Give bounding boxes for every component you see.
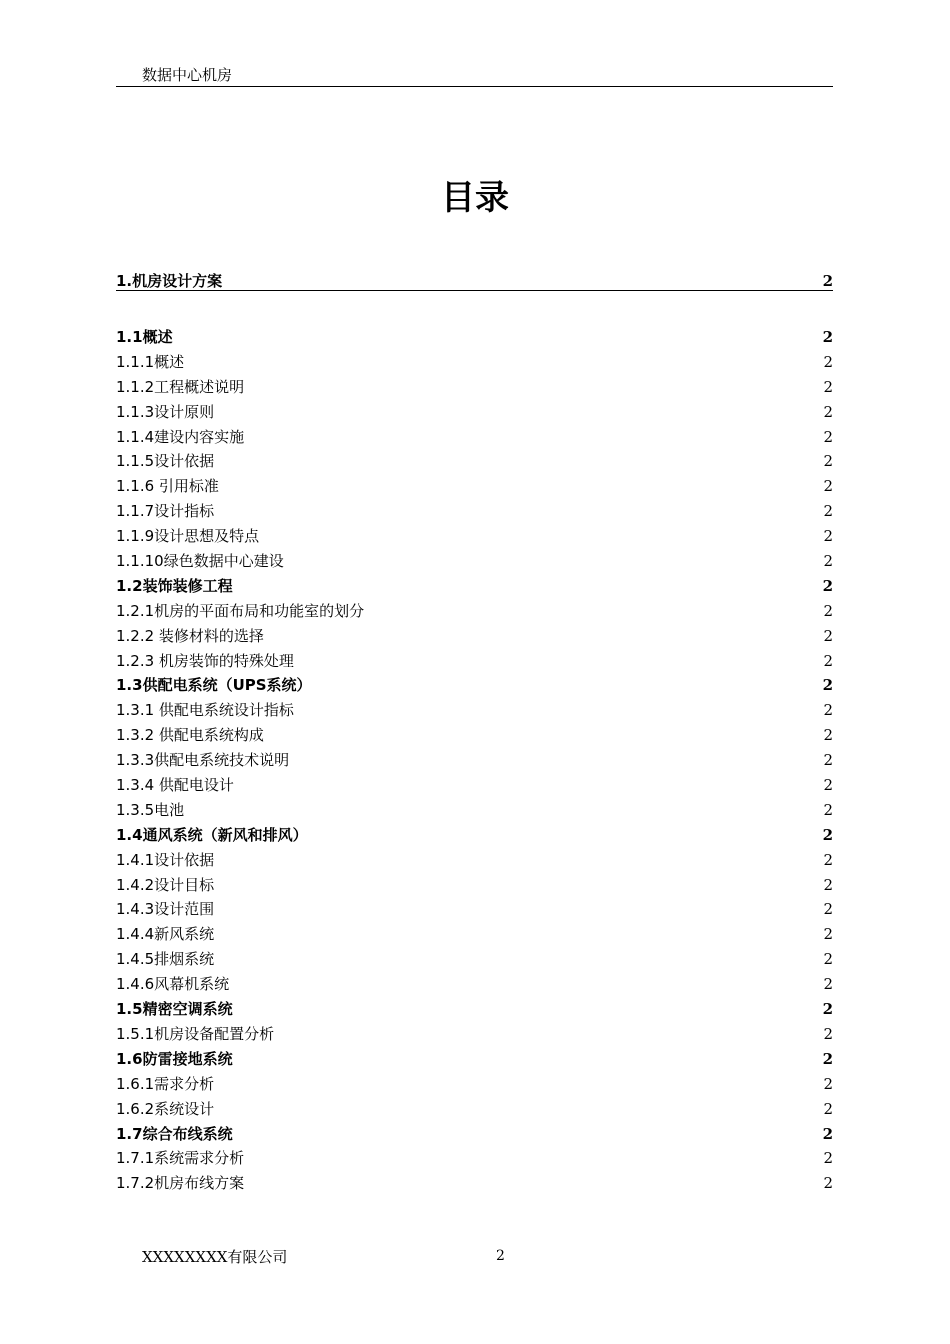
toc-entry-page: 2 bbox=[823, 701, 833, 720]
toc-entry[interactable] bbox=[116, 773, 833, 798]
toc-entry[interactable] bbox=[116, 325, 833, 350]
toc-entry-label: 1.1.5设计依据 bbox=[116, 452, 215, 471]
toc-entry-page: 2 bbox=[822, 328, 833, 346]
toc-entry-page: 2 bbox=[823, 800, 833, 819]
toc-entry-label: 1.4.6风幕机系统 bbox=[116, 975, 230, 994]
toc-entry-label: 1.3.3供配电系统技术说明 bbox=[116, 751, 290, 770]
toc-entry-label: 1.6防雷接地系统 bbox=[116, 1049, 233, 1068]
toc-entry-page: 2 bbox=[823, 1149, 833, 1168]
toc-entry-page: 2 bbox=[823, 975, 833, 994]
toc-entry-page: 2 bbox=[823, 1074, 833, 1093]
toc-entry[interactable] bbox=[116, 1146, 833, 1171]
toc-entry-label: 1.1.3设计原则 bbox=[116, 402, 215, 421]
toc-entry-page: 2 bbox=[822, 1000, 833, 1019]
footer-company: XXXXXXXX有限公司 bbox=[142, 1248, 288, 1266]
toc-entry-page: 2 bbox=[823, 1174, 833, 1193]
toc-entry[interactable] bbox=[116, 375, 833, 400]
toc-entry-label: 1.4.5排烟系统 bbox=[116, 950, 215, 969]
toc-entry-page: 2 bbox=[823, 552, 833, 571]
toc-entry[interactable] bbox=[116, 897, 833, 922]
toc-entry-label: 1.4.4新风系统 bbox=[116, 925, 215, 944]
toc-entry[interactable] bbox=[116, 599, 833, 624]
toc-entry-label: 1.1.9设计思想及特点 bbox=[116, 527, 260, 546]
toc-entry[interactable] bbox=[116, 350, 833, 375]
toc-entry-label: 1.2.2 装修材料的选择 bbox=[116, 626, 264, 645]
toc-entry[interactable] bbox=[116, 997, 833, 1022]
toc-entry[interactable] bbox=[116, 449, 833, 474]
toc-entry[interactable] bbox=[116, 823, 833, 848]
header-title: 数据中心机房 bbox=[142, 66, 233, 84]
toc-entry-page: 2 bbox=[823, 527, 833, 546]
toc-entry-label: 1.3.5电池 bbox=[116, 800, 185, 819]
toc-entry[interactable] bbox=[116, 1072, 833, 1097]
toc-entry-page: 2 bbox=[823, 402, 833, 421]
toc-entry-label: 1.3.1 供配电系统设计指标 bbox=[116, 701, 294, 720]
toc-entry-label: 1.1.7设计指标 bbox=[116, 502, 215, 521]
toc-entry-page: 2 bbox=[822, 272, 833, 290]
toc-entry[interactable] bbox=[116, 425, 833, 450]
toc-entry-page: 2 bbox=[822, 825, 833, 844]
toc-entry[interactable] bbox=[116, 798, 833, 823]
toc-entry[interactable] bbox=[116, 1171, 833, 1196]
toc-entry-label: 1.4.2设计目标 bbox=[116, 875, 215, 894]
toc-entry-label: 1.1.2工程概述说明 bbox=[116, 377, 245, 396]
toc-entry[interactable] bbox=[116, 549, 833, 574]
toc-entry-page: 2 bbox=[823, 900, 833, 919]
toc-entry[interactable] bbox=[116, 698, 833, 723]
toc-entry[interactable] bbox=[116, 474, 833, 499]
toc-entry[interactable] bbox=[116, 922, 833, 947]
toc-entry-page: 2 bbox=[822, 1049, 833, 1068]
toc-entry-page: 2 bbox=[823, 452, 833, 471]
toc-entry[interactable] bbox=[116, 524, 833, 549]
table-of-contents bbox=[116, 270, 833, 1196]
page-header bbox=[116, 66, 833, 87]
toc-entry-page: 2 bbox=[823, 776, 833, 795]
toc-entry[interactable] bbox=[116, 400, 833, 425]
toc-entry[interactable] bbox=[116, 723, 833, 748]
toc-entry-page: 2 bbox=[823, 950, 833, 969]
toc-entry-label: 1.3.2 供配电系统构成 bbox=[116, 726, 264, 745]
toc-entry[interactable] bbox=[116, 873, 833, 898]
toc-entry[interactable] bbox=[116, 499, 833, 524]
toc-entry-label: 1.2装饰装修工程 bbox=[116, 576, 233, 595]
toc-entry-page: 2 bbox=[823, 377, 833, 396]
toc-entry-page: 2 bbox=[823, 726, 833, 745]
toc-entry-label: 1.1.1概述 bbox=[116, 352, 185, 371]
toc-entry[interactable] bbox=[116, 848, 833, 873]
toc-entry[interactable] bbox=[116, 1022, 833, 1047]
toc-entry-label: 1.5.1机房设备配置分析 bbox=[116, 1024, 275, 1043]
toc-entry-page: 2 bbox=[823, 1024, 833, 1043]
toc-entry-label: 1.6.2系统设计 bbox=[116, 1099, 215, 1118]
toc-entry-label: 1.4.1设计依据 bbox=[116, 850, 215, 869]
toc-entry[interactable] bbox=[116, 1097, 833, 1122]
toc-entry-page: 2 bbox=[823, 352, 833, 371]
toc-entry-page: 2 bbox=[823, 850, 833, 869]
toc-entry[interactable] bbox=[116, 624, 833, 649]
toc-entry[interactable] bbox=[116, 574, 833, 599]
toc-entry[interactable] bbox=[116, 649, 833, 674]
toc-entry-label: 1.1.4建设内容实施 bbox=[116, 427, 245, 446]
toc-entry-label: 1.7.1系统需求分析 bbox=[116, 1149, 245, 1168]
toc-entry-label: 1.2.1机房的平面布局和功能室的划分 bbox=[116, 601, 365, 620]
toc-entry-page: 2 bbox=[822, 1124, 833, 1143]
toc-entry-page: 2 bbox=[823, 626, 833, 645]
toc-entry-label: 1.4.3设计范围 bbox=[116, 900, 215, 919]
toc-entry[interactable] bbox=[116, 1122, 833, 1147]
toc-entry-page: 2 bbox=[822, 676, 833, 695]
page-title: 目录 bbox=[441, 178, 509, 218]
toc-entry-page: 2 bbox=[823, 925, 833, 944]
toc-entry[interactable] bbox=[116, 748, 833, 773]
toc-entry-label: 1.3.4 供配电设计 bbox=[116, 776, 234, 795]
toc-entry-page: 2 bbox=[823, 427, 833, 446]
toc-entry[interactable] bbox=[116, 972, 833, 997]
toc-entry-label: 1.机房设计方案 bbox=[116, 272, 223, 290]
toc-entry[interactable] bbox=[116, 947, 833, 972]
toc-entry-page: 2 bbox=[823, 751, 833, 770]
toc-entry-label: 1.3供配电系统（UPS系统） bbox=[116, 676, 312, 695]
toc-entry-page: 2 bbox=[823, 601, 833, 620]
toc-entry-label: 1.1概述 bbox=[116, 328, 173, 346]
toc-entry[interactable] bbox=[116, 673, 833, 698]
toc-entry-label: 1.5精密空调系统 bbox=[116, 1000, 233, 1019]
toc-entry[interactable] bbox=[116, 270, 833, 291]
toc-entry-page: 2 bbox=[823, 651, 833, 670]
toc-entry-label: 1.1.10绿色数据中心建设 bbox=[116, 552, 284, 571]
toc-entry-label: 1.7综合布线系统 bbox=[116, 1124, 233, 1143]
toc-entry-label: 1.2.3 机房装饰的特殊处理 bbox=[116, 651, 294, 670]
toc-entry[interactable] bbox=[116, 1047, 833, 1072]
footer-page-number: 2 bbox=[496, 1248, 505, 1264]
toc-entry-label: 1.1.6 引用标准 bbox=[116, 477, 219, 496]
toc-entry-page: 2 bbox=[823, 875, 833, 894]
toc-entry-label: 1.4通风系统（新风和排风） bbox=[116, 825, 308, 844]
toc-entry-page: 2 bbox=[823, 477, 833, 496]
toc-entry-page: 2 bbox=[822, 576, 833, 595]
toc-entry-label: 1.7.2机房布线方案 bbox=[116, 1174, 245, 1193]
page-footer bbox=[0, 1246, 950, 1266]
toc-entry-page: 2 bbox=[823, 502, 833, 521]
toc-entry-page: 2 bbox=[823, 1099, 833, 1118]
toc-entry-label: 1.6.1需求分析 bbox=[116, 1074, 215, 1093]
